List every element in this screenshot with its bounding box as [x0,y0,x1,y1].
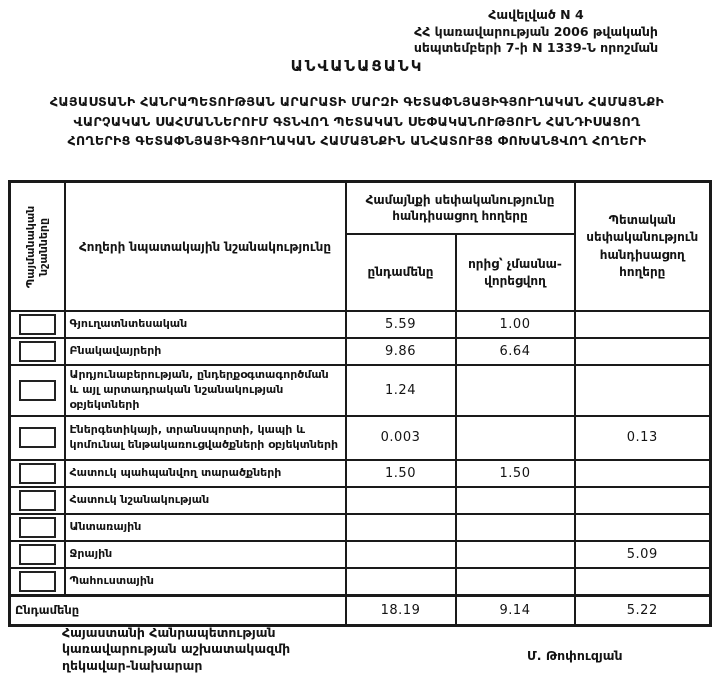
subtitle-line: ՎԱՐՉԱԿԱՆ ՍԱՀՄԱՆՆԵՐՈՒՄ ԳՏՆՎՈՂ ՊԵՏԱԿԱՆ ՍԵՓԱԿԱՆՈՒԹՅՈՒՆ ՀԱՆԴԻՍԱՑՈՂ [73,113,641,129]
community-total-value: 0.003 [346,416,456,460]
signatory-title-block [62,625,290,674]
legend-symbol-box [19,314,56,335]
totals-label: Ընդամենը [10,595,346,625]
symbol-cell [10,365,65,416]
state-value: 5.09 [575,541,711,568]
land-purpose-label: Հատուկ պահպանվող տարածքների [65,460,346,487]
symbol-cell [10,416,65,460]
legend-symbol-box [19,380,56,401]
nonprivatized-value [456,416,575,460]
signatory-title-line: կառավարության աշխատակազմի [62,641,291,657]
community-total-value [346,487,456,514]
symbol-cell [10,514,65,541]
legend-symbol-box [19,517,56,538]
land-purpose-label: Պահուստային [65,568,346,596]
nonprivatized-value: 1.50 [456,460,575,487]
nonprivatized-value [456,568,575,596]
land-purpose-label: Էներգետիկայի, տրանսպորտի, կապի և կոմունալ ենթակառուցվածքների օբյեկտների [65,416,346,460]
totals-community-value: 18.19 [346,595,456,625]
nonprivatized-value [456,487,575,514]
header-nonprivatized-line2: վորեցվող [484,273,546,288]
legend-symbol-box [19,544,56,565]
community-total-value: 5.59 [346,311,456,338]
legend-symbol-box [19,571,56,592]
header-state: Պետական սեփականություն հանդիսացող հողերը [575,182,711,312]
table-row [10,514,711,541]
land-transfer-table [8,180,712,627]
subtitle-line: ՀԱՅԱՍՏԱՆԻ ՀԱՆՐԱՊԵՏՈՒԹՅԱՆ ԱՐԱՐԱՏԻ ՄԱՐԶԻ ԳԵՏԱՓՆՅԱՅԻԳՅՈՒՂԱԿԱՆ ՀԱՄԱՅՆՔԻ [49,94,665,109]
header-symbols-label: Պայմանական նշանները [24,205,51,288]
state-value [575,338,711,365]
community-total-value: 1.24 [346,365,456,416]
appendix-line: Հավելված N 4 [488,7,584,22]
header-nonprivatized [456,234,575,311]
table-row [10,460,711,487]
nonprivatized-value: 1.00 [456,311,575,338]
symbol-cell [10,487,65,514]
land-purpose-label: Անտառային [65,514,346,541]
document-subtitle [0,92,714,151]
state-value [575,311,711,338]
state-value [575,487,711,514]
community-total-value [346,541,456,568]
legend-symbol-box [19,341,56,362]
header-community-group: Համայնքի սեփականությունը հանդիսացող հողերը [346,182,575,235]
symbol-cell [10,541,65,568]
table-row [10,541,711,568]
totals-row [10,595,711,625]
table-header-row-1 [10,182,711,235]
community-total-value: 9.86 [346,338,456,365]
header-total: ընդամենը [346,234,456,311]
header-symbols [10,182,65,312]
legend-symbol-box [19,463,56,484]
totals-state-value: 5.22 [575,595,711,625]
table-row [10,487,711,514]
table-row [10,338,711,365]
nonprivatized-value [456,514,575,541]
nonprivatized-value: 6.64 [456,338,575,365]
symbol-cell [10,460,65,487]
symbol-cell [10,568,65,596]
state-value [575,514,711,541]
state-value [575,365,711,416]
state-value: 0.13 [575,416,711,460]
page-title: ԱՆՎԱՆԱՑԱՆԿ [290,57,424,75]
header-nonprivatized-line1: որից՝ չմասնա- [468,257,562,272]
table-row [10,416,711,460]
table-row [10,311,711,338]
appendix-reference-block [368,7,704,57]
nonprivatized-value [456,541,575,568]
legend-symbol-box [19,427,56,448]
land-purpose-label: Բնակավայրերի [65,338,346,365]
state-value [575,460,711,487]
community-total-value: 1.50 [346,460,456,487]
table-row [10,365,711,416]
legend-symbol-box [19,490,56,511]
subtitle-line: ՀՈՂԵՐԻՑ ԳԵՏԱՓՆՅԱՅԻԳՅՈՒՂԱԿԱՆ ՀԱՄԱՅՆՔԻՆ ԱՆՀԱՏՈՒՅՑ ՓՈԽԱՆՑՎՈՂ ՀՈՂԵՐԻ [67,133,647,149]
appendix-line: սեպտեմբերի 7-ի N 1339-Ն որոշման [413,40,659,55]
nonprivatized-value [456,365,575,416]
signatory-title-line: Հայաստանի Հանրապետության [62,625,276,640]
totals-nonprivatized-value: 9.14 [456,595,575,625]
land-purpose-label: Ջրային [65,541,346,568]
signatory-title-line: ղեկավար-նախարար [62,657,203,673]
state-value [575,568,711,596]
symbol-cell [10,311,65,338]
land-purpose-label: Հատուկ նշանակության [65,487,346,514]
community-total-value [346,514,456,541]
header-purpose: Հողերի նպատակային նշանակությունը [65,182,346,312]
appendix-line: ՀՀ կառավարության 2006 թվականի [414,23,658,39]
symbol-cell [10,338,65,365]
land-purpose-label: Գյուղատնտեսական [65,311,346,338]
signatory-name: Մ. Թոփուզյան [527,648,623,663]
land-purpose-label: Արդյունաբերության, ընդերքօգտագործման և այլ արտադրական նշանակության օբյեկտների [65,365,346,416]
community-total-value [346,568,456,596]
table-row [10,568,711,596]
